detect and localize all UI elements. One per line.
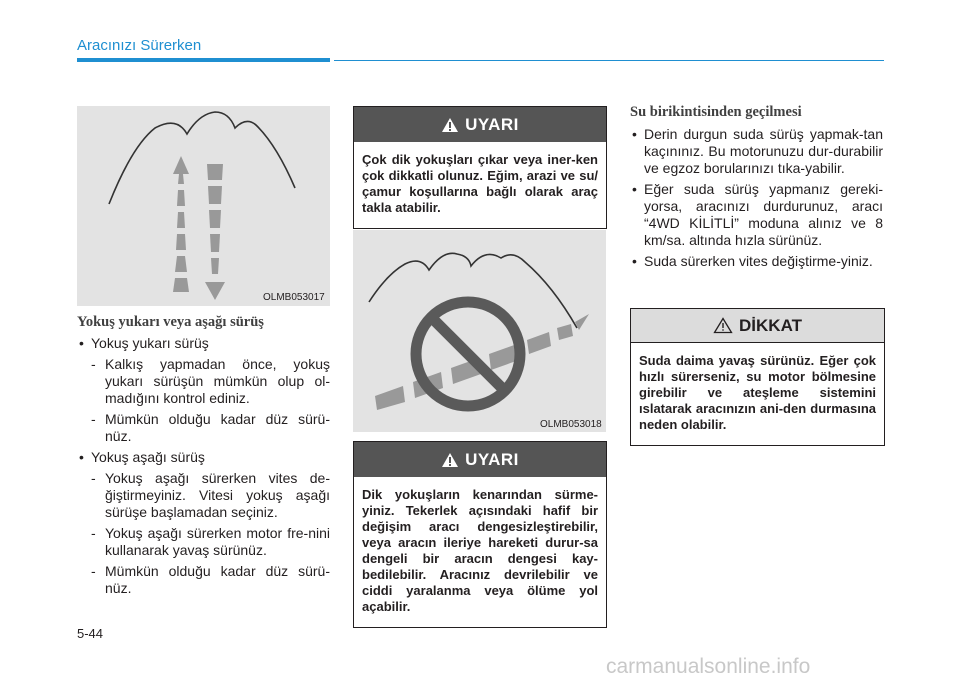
- warning-title: UYARI: [465, 449, 519, 469]
- section-title: Aracınızı Sürerken: [77, 37, 202, 54]
- slope-heading: Yokuş yukarı veya aşağı sürüş: [77, 314, 264, 330]
- caution-title: DİKKAT: [739, 315, 802, 335]
- water-content: [630, 126, 883, 274]
- downhill-item: - Mümkün olduğu kadar düz sürü-nüz.: [77, 563, 330, 597]
- hill-illustration: [77, 106, 330, 306]
- caution-header: [631, 309, 884, 343]
- warning-box-2: [353, 441, 607, 628]
- downhill-item: - Yokuş aşağı sürerken vites de-ğiştirmeyiniz. Vitesi yokuş aşağı sürüşe başlamadan seçiniz.: [77, 470, 330, 521]
- water-item: • Eğer suda sürüş yapmanız gereki-yorsa, aracınızı durdurunuz, aracı “4WD KİLİTLİ” moduna alınız ve 8 km/sa. altında hızla sürünüz.: [630, 181, 883, 249]
- warning-triangle-icon: [441, 452, 459, 468]
- watermark: carmanualsonline.info: [606, 655, 811, 678]
- header-rule-thick: [77, 58, 330, 62]
- warning-title: UYARI: [465, 114, 519, 134]
- prohibition-illustration: [353, 230, 606, 432]
- slope-figure-label: OLMB053017: [263, 292, 325, 303]
- water-item: • Suda sürerken vites değiştirme-yiniz.: [630, 253, 883, 270]
- warning-header: [354, 442, 606, 477]
- warning-text: Dik yokuşların kenarından sürme-yiniz. Tekerlek açısındaki hafif bir değişim aracı dengesizleştirebilir, veya aracın ileriye hareketi durur-sa dengeli bir aracın dengesi kay-bedilebilir. Aracınız devrilebilir ve ciddi yaralanma veya ölüme yol açabilir.: [362, 487, 598, 614]
- warning-header: [354, 107, 606, 142]
- warning-text: Çok dik yokuşları çıkar veya iner-ken çok dikkatli olunuz. Eğim, arazi ve su/çamur koşullarına bağlı olarak araç takla atabilir.: [362, 152, 598, 215]
- warning-box-1: [353, 106, 607, 229]
- caution-box: [630, 308, 885, 446]
- downhill-item: - Yokuş aşağı sürerken motor fre-nini kullanarak yavaş sürünüz.: [77, 525, 330, 559]
- uphill-item: - Kalkış yapmadan önce, yokuş yukarı sürüşün mümkün olup ol-madığını kontrol ediniz.: [77, 356, 330, 407]
- no-side-slope-figure-label: OLMB053018: [540, 419, 602, 430]
- slope-content: [77, 335, 330, 601]
- slope-figure: [77, 106, 330, 306]
- water-item: • Derin durgun suda sürüş yapmak-tan kaçınınız. Bu motorunuzu dur-durabilir ve egzoz borularınızı tıka-yabilir.: [630, 126, 883, 177]
- no-side-slope-figure: [353, 230, 606, 432]
- header-rule-thin: [334, 60, 884, 61]
- downhill-title: • Yokuş aşağı sürüş: [77, 449, 330, 466]
- page-number: 5-44: [77, 626, 104, 641]
- uphill-title: • Yokuş yukarı sürüş: [77, 335, 330, 352]
- uphill-item: - Mümkün olduğu kadar düz sürü-nüz.: [77, 411, 330, 445]
- caution-text: Suda daima yavaş sürünüz. Eğer çok hızlı sürerseniz, su motor bölmesine girebilir ve ateşleme sistemini ıslatarak aracınızın ani-den durmasına neden olabilir.: [639, 353, 876, 432]
- warning-triangle-icon: [441, 117, 459, 133]
- water-heading: Su birikintisinden geçilmesi: [630, 104, 802, 120]
- caution-triangle-icon: [713, 317, 733, 334]
